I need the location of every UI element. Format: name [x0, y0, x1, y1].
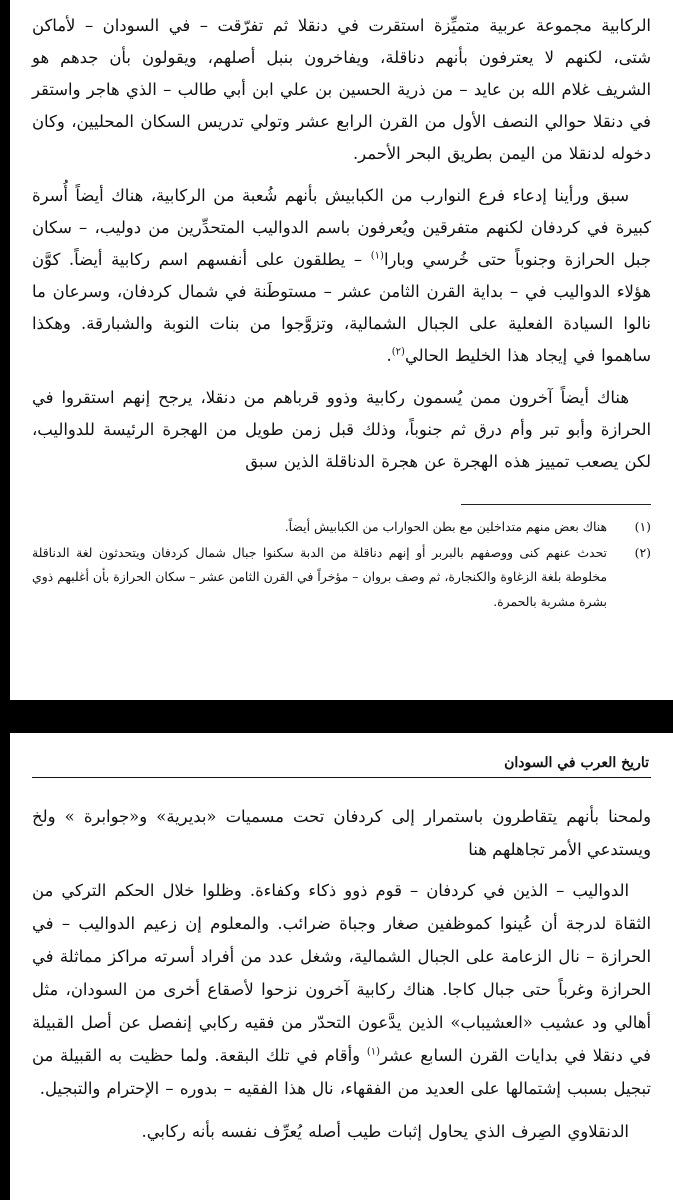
footnote-2	[32, 541, 651, 615]
paragraph-dawaleeb-kordofan	[32, 874, 651, 1105]
running-head	[32, 755, 651, 778]
paragraph-rikabiya-origin: الركابية مجموعة عربية متميِّزة استقرت في دنقلا ثم تفرّقت – في السودان – لأماكن شتى، لكنهم لا يعترفون بأنهم دناقلة، ويفاخرون بنبل أصلهم، ويقولون بأن جدهم هو الشريف غلام الله بن عايد – من ذرية الحسين بن علي ابن أبي طالب – الذي هاجر واستقر في دنقلا حوالي النصف الأول من القرن الرابع عشر وتولي تدريس السكان المحليين، وكان دخوله لدنقلا من اليمن بطريق البحر الأحمر.	[32, 16, 651, 163]
footnotes	[32, 515, 651, 614]
footnote-text: هناك بعض منهم متداخلين مع بطن الحواراب من الكبابيش أيضاً.	[284, 519, 607, 534]
paragraph-dongolawi: الدنقلاوي الصِرف الذي يحاول إثبات طيب أصله يُعرِّف نفسه بأنه ركابي.	[141, 1122, 629, 1141]
footnote-text: تحدث عنهم كنى ووصفهم بالبربر أو إنهم دناقلة من الدبة سكنوا جبال شمال كردفان ويتحدثون لغة الدناقلة مخلوطة بلغة الزغاوة والكنجارة، ثم وصف بروان – مؤخراً في القرن الثامن عشر – سكان الحرازة بأن أغلبهم ذوي بشرة مشربة بالحمرة.	[32, 544, 607, 609]
footnote-marker-2: (٢)	[391, 346, 405, 358]
paragraph-text: سبق ورأينا إدعاء فرع النوارب من الكبابيش بأنهم شُعبة من الركابية، هناك أيضاً أُسرة كبيرة في كردفان لكنهم متفرقين ويُعرفون باسم الدواليب المتحدِّرين من دوليب، – سكان جبل الحرازة وجنوباً حتى خُرسي وبارا	[32, 186, 651, 269]
book-title: تاريخ العرب في السودان	[504, 755, 649, 771]
footnote-1	[32, 515, 651, 540]
paragraph-others-dongola: هناك أيضاً آخرون ممن يُسمون ركابية وذوو قرباهم من دنقلا، يرجح إنهم استقروا في الحرازة وأبو تبر وأم درق ثم جنوباً، وذلك قبل زمن طويل من الهجرة الرئيسة للدواليب، لكن يصعب تمييز هذه الهجرة عن هجرة الدناقلة الذين سبق	[32, 388, 651, 471]
paragraph-text: وأقام في تلك البقعة. ولما حظيت به القبيلة من تبجيل بسبب إشتمالها على العديد من الفقهاء، نال هذا الفقيه – بدوره – الإحترام والتبجيل.	[32, 1046, 651, 1098]
paragraph-dawaleeb	[32, 180, 651, 372]
top-book-page	[10, 0, 673, 700]
footnote-divider	[461, 504, 651, 505]
paragraph-kordofan-migration: ولمحنا بأنهم يتقاطرون باستمرار إلى كردفان تحت مسميات «بديرية» و«جوابرة » ولخ ويستدعي الأمر تجاهلهم هنا	[32, 807, 651, 859]
bottom-book-page	[10, 733, 673, 1200]
footnote-marker-1: (١)	[366, 1046, 380, 1058]
paragraph-text: الدواليب – الذين في كردفان – قوم ذوو ذكاء وكفاءة. وظلوا خلال الحكم التركي من الثقاة لدرجة أن عُينوا كموظفين صغار وجباة ضرائب. والمعلوم إن زعيم الدواليب – في الحرازة – نال الزعامة على الجبال الشمالية، وشغل عدد من أفراد أسرته مراكز مماثلة في الحرازة وغرباً حتى جبال كاجا. هناك ركابية آخرون نزحوا لأصقاع أخرى من السودان، مثل أهالي ود عشيب «العشيباب» الذين يدَّعون التحدّر من فقيه ركابي إنفصل عن أصل القبيلة في دنقلا في بدايات القرن السابع عشر	[32, 881, 651, 1065]
footnote-marker-1: (١)	[370, 250, 384, 262]
paragraph-text: – يطلقون على أنفسهم اسم ركابية أيضاً. كوَّن هؤلاء الدواليب في – بداية القرن الثامن عشر – مستوطَنة في شمال كردفان، وسرعان ما نالوا السيادة الفعلية على الجبال الشمالية، وتزوَّجوا من بنات النوبة والشبارقة. وهكذا ساهموا في إيجاد هذا الخليط الحالي	[32, 250, 651, 365]
footnote-number: (٢)	[634, 544, 651, 560]
paragraph-text: .	[386, 346, 392, 365]
footnote-number: (١)	[634, 519, 651, 534]
